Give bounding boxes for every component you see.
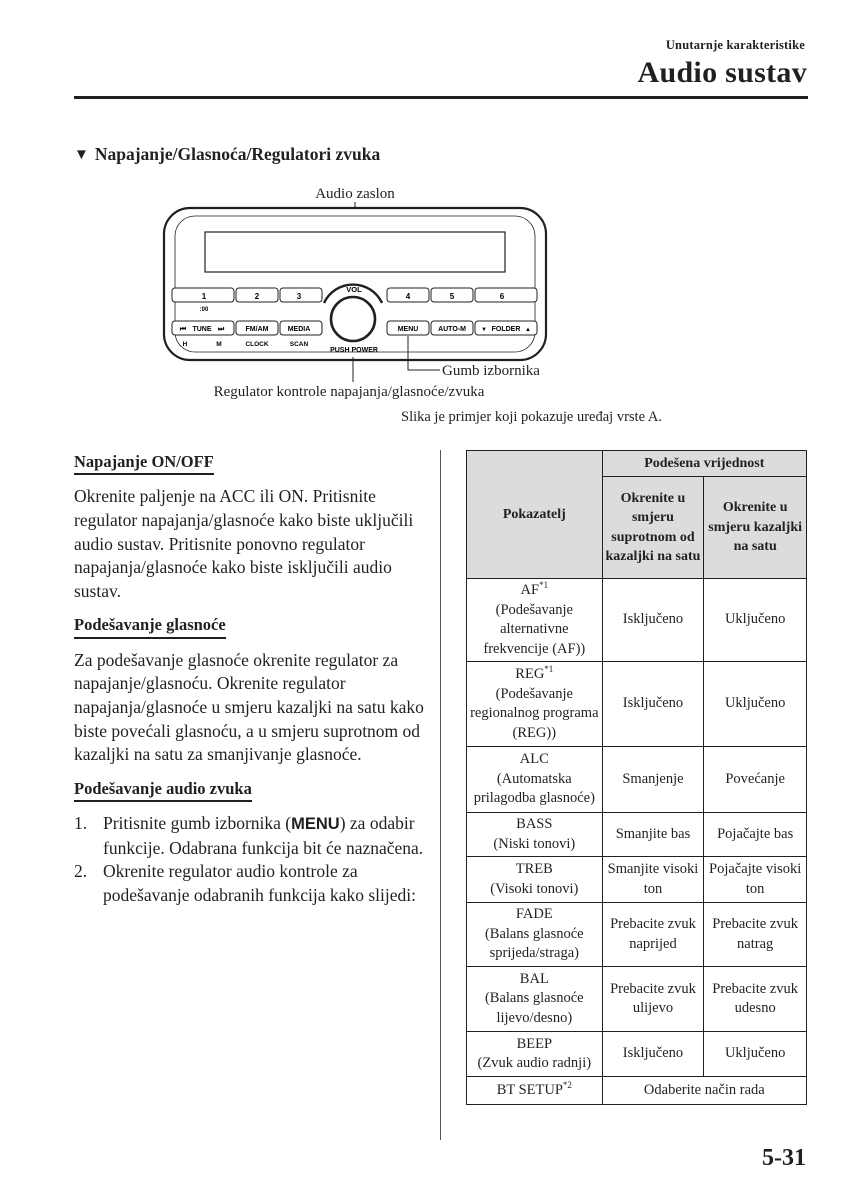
indicator-desc: (Balans glasnoće lijevo/desno) — [484, 990, 584, 1026]
value-cw: Prebacite zvuk udesno — [704, 967, 807, 1032]
value-ccw: Smanjenje — [602, 747, 704, 813]
preset-label-6: 6 — [499, 292, 505, 301]
preset-label-5: 5 — [449, 292, 455, 301]
fmam-label: FM/AM — [245, 326, 269, 333]
column-divider — [440, 450, 441, 1140]
audio-unit-figure — [0, 0, 847, 440]
table-row — [467, 813, 807, 857]
value-ccw: Isključeno — [602, 1032, 704, 1077]
step-1-text-pre: Pritisnite gumb izbornika ( — [103, 813, 292, 834]
table-row — [467, 747, 807, 813]
sub-label-h: H — [182, 341, 188, 348]
menu-word: MENU — [291, 815, 340, 834]
preset-label-2: 2 — [254, 292, 260, 301]
step-2-text: Okrenite regulator audio kontrole za podešavanje odabranih funkcija kako slijedi: — [103, 861, 416, 906]
preset-buttons-right — [387, 288, 537, 302]
table-row-bt-setup — [467, 1077, 807, 1105]
footnote-mark: *1 — [539, 580, 549, 591]
header-indicator: Pokazatelj — [467, 451, 603, 579]
indicator-name: AF — [520, 582, 540, 598]
footnote-mark: *2 — [562, 1079, 572, 1090]
preset-label-4: 4 — [405, 292, 411, 301]
autom-label: AUTO-M — [438, 326, 466, 333]
table-row — [467, 662, 807, 747]
step-1-text-post: ) za odabir funkcije. Odabrana funkcija bit će naznačena. — [103, 813, 424, 858]
table-row — [467, 903, 807, 967]
value-cw: Uključeno — [704, 1032, 807, 1077]
steps-list — [74, 812, 424, 907]
label-audio-display: Audio zaslon — [315, 186, 395, 202]
vol-label: VOL — [346, 285, 362, 294]
header-ccw: Okrenite u smjeru suprotnom od kazaljki na satu — [602, 477, 704, 579]
indicator-desc: (Niski tonovi) — [493, 835, 576, 852]
skip-forward-icon: ⏭ — [217, 326, 225, 333]
media-label: MEDIA — [287, 326, 311, 333]
value-cw: Povećanje — [704, 747, 807, 813]
folder-down-icon: ▼ — [481, 327, 487, 333]
indicator-desc: (Visoki tonovi) — [490, 880, 579, 897]
left-column — [74, 451, 424, 908]
preset-label-1: 1 — [201, 292, 207, 301]
preset-label-3: 3 — [296, 292, 302, 301]
row-indicator — [467, 813, 603, 857]
heading-volume: Podešavanje glasnoće — [74, 614, 226, 638]
value-ccw: Smanjite bas — [602, 813, 704, 857]
indicator-name: BAL — [519, 970, 549, 987]
step-1-number: 1. — [74, 813, 88, 834]
footnote-mark: *1 — [544, 664, 554, 675]
indicator-name: REG — [515, 666, 545, 682]
label-knob: Regulator kontrole napajanja/glasnoće/zvuka — [213, 384, 485, 400]
value-ccw: Prebacite zvuk ulijevo — [602, 967, 704, 1032]
sub-label-m: M — [216, 341, 222, 348]
value-cw: Pojačajte visoki ton — [704, 857, 807, 903]
row-indicator — [467, 1077, 603, 1105]
indicator-desc: (Podešavanje alternativne frekvencije (AF)) — [483, 601, 586, 657]
indicator-name: BT SETUP — [496, 1081, 563, 1098]
settings-table — [466, 450, 807, 1105]
paragraph-power: Okrenite paljenje na ACC ili ON. Pritisnite regulator napajanja/glasnoće kako biste uključili audio sustav. Pritisnite ponovno regulator napajanja/glasnoće kako biste isključili audio sustav. — [74, 486, 414, 601]
indicator-name: ALC — [519, 751, 549, 768]
step-2-number: 2. — [74, 861, 88, 882]
skip-back-icon: ⏮ — [179, 326, 187, 333]
value-ccw: Isključeno — [602, 662, 704, 747]
function-buttons-right — [387, 321, 537, 335]
audio-display-screen — [205, 232, 505, 272]
value-cw: Prebacite zvuk natrag — [704, 903, 807, 967]
value-cw: Pojačajte bas — [704, 813, 807, 857]
row-indicator — [467, 967, 603, 1032]
indicator-name: FADE — [515, 906, 553, 923]
indicator-desc: (Balans glasnoće sprijeda/straga) — [484, 925, 584, 962]
indicator-desc: (Zvuk audio radnji) — [477, 1055, 592, 1071]
paragraph-volume: Za podešavanje glasnoće okrenite regulator za napajanje/glasnoću. Okrenite regulator napajanja/glasnoće u smjeru kazaljki na satu kako biste povećali glasnoću, a u smjeru suprotnom od kazaljki na satu za smanjivanje glasnoće. — [74, 649, 424, 765]
step-2 — [74, 860, 424, 907]
folder-up-icon: ▲ — [525, 327, 531, 333]
value-ccw: Smanjite visoki ton — [602, 857, 704, 903]
label-menu-button: Gumb izbornika — [442, 363, 540, 379]
push-power-label: PUSH POWER — [330, 347, 378, 354]
menu-label: MENU — [397, 326, 419, 333]
row-indicator — [467, 579, 603, 662]
indicator-desc: (Automatska prilagodba glasnoće) — [473, 770, 595, 807]
preset-1-sub: :00 — [199, 307, 209, 313]
step-1 — [74, 812, 424, 860]
row-indicator — [467, 662, 603, 747]
page-number: 5-31 — [762, 1145, 806, 1171]
table-row — [467, 857, 807, 903]
header-cw: Okrenite u smjeru kazaljki na satu — [704, 477, 807, 579]
header-subtitle: Unutarnje karakteristike — [665, 38, 805, 52]
indicator-name: BEEP — [516, 1035, 553, 1052]
indicator-name: BASS — [516, 816, 553, 832]
value-ccw: Isključeno — [602, 579, 704, 662]
power-volume-knob[interactable] — [331, 297, 375, 341]
header-set-value: Podešena vrijednost — [602, 451, 806, 477]
value-cw: Uključeno — [704, 662, 807, 747]
heading-audio: Podešavanje audio zvuka — [74, 778, 252, 802]
folder-label: FOLDER — [491, 326, 521, 333]
sub-label-clock: CLOCK — [245, 341, 269, 348]
table-row — [467, 1032, 807, 1077]
value-bt-setup: Odaberite način rada — [602, 1077, 806, 1105]
tune-label: TUNE — [192, 326, 212, 333]
row-indicator — [467, 857, 603, 903]
sub-label-scan: SCAN — [289, 341, 309, 348]
triangle-down-icon: ▼ — [74, 147, 89, 163]
value-cw: Uključeno — [704, 579, 807, 662]
row-indicator — [467, 903, 603, 967]
indicator-desc: (Podešavanje regionalnog programa (REG)) — [470, 685, 599, 741]
table-header-row-1 — [467, 451, 807, 477]
row-indicator — [467, 747, 603, 813]
table-row — [467, 967, 807, 1032]
indicator-name: TREB — [515, 861, 553, 877]
page-title: Audio sustav — [637, 56, 807, 89]
figure-caption: Slika je primjer koji pokazuje uređaj vrste A. — [401, 409, 662, 425]
row-indicator — [467, 1032, 603, 1077]
table-row — [467, 579, 807, 662]
preset-button-6[interactable] — [475, 288, 537, 302]
value-ccw: Prebacite zvuk naprijed — [602, 903, 704, 967]
section-title-text: Napajanje/Glasnoća/Regulatori zvuka — [94, 144, 381, 164]
heading-power: Napajanje ON/OFF — [74, 451, 214, 475]
